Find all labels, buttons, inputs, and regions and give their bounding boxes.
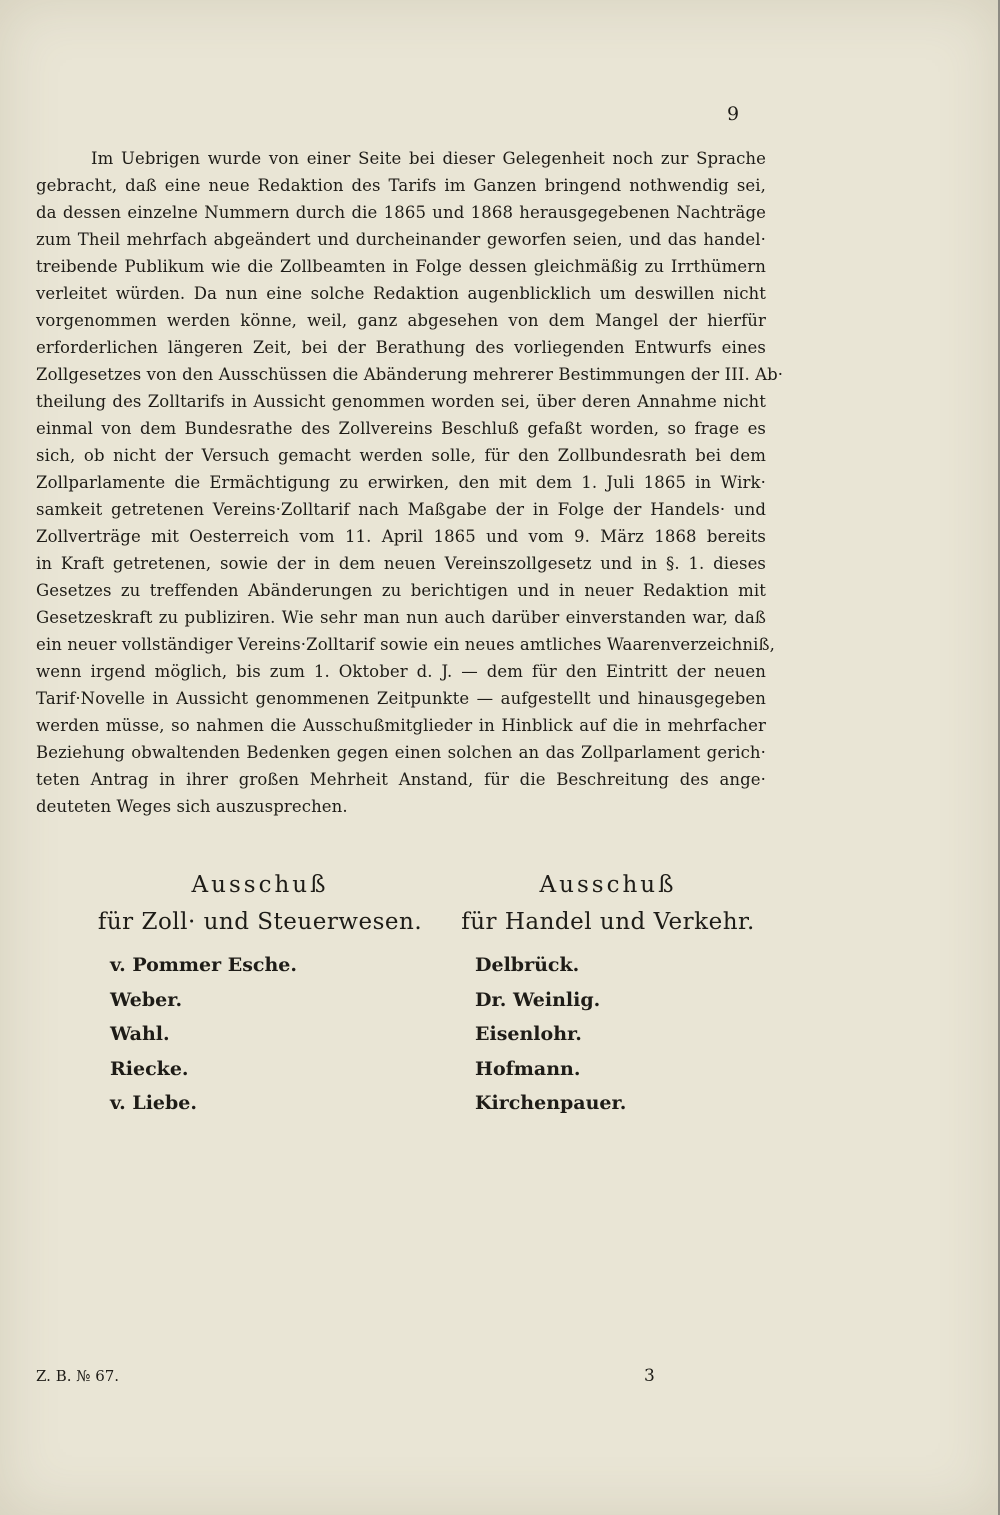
paragraph-line: theilung des Zolltarifs in Aussicht genommen worden sei, über deren Annahme nicht (36, 392, 766, 411)
paragraph-line: Gesetzeskraft zu publiziren. Wie sehr man nun auch darüber einverstanden war, daß (36, 608, 766, 627)
member-name: Eisenlohr. (475, 1023, 582, 1045)
member-name: Hofmann. (475, 1057, 581, 1080)
paragraph-line: vorgenommen werden könne, weil, ganz abgesehen von dem Mangel der hierfür (36, 311, 766, 330)
member-name: v. Liebe. (110, 1092, 198, 1114)
main-paragraph (36, 145, 784, 820)
committee-customs-tax (70, 868, 450, 1121)
member-name: Kirchenpauer. (475, 1092, 627, 1114)
footer-reference: Z. B. № 67. (36, 1367, 120, 1385)
paragraph-line: treibende Publikum wie die Zollbeamten in Folge dessen gleichmäßig zu Irrthümern (36, 257, 766, 276)
member-list (418, 948, 798, 1121)
paragraph-line: in Kraft getretenen, sowie der in dem neuen Vereinszollgesetz und in §. 1. dieses (36, 554, 766, 573)
paragraph-line: Im Uebrigen wurde von einer Seite bei dieser Gelegenheit noch zur Sprache (91, 149, 766, 168)
member-name: Delbrück. (475, 954, 580, 976)
paragraph-line: wenn irgend möglich, bis zum 1. Oktober d. J. — dem für den Eintritt der neuen (36, 662, 766, 681)
committee-trade-traffic (418, 868, 798, 1121)
paragraph-line: da dessen einzelne Nummern durch die 1865 und 1868 herausgegebenen Nachträge (36, 203, 766, 222)
paragraph-line: einmal von dem Bundesrathe des Zollvereins Beschluß gefaßt worden, so frage es (36, 419, 766, 438)
footer-sheet-number: 3 (644, 1366, 655, 1386)
committee-subtitle: für Handel und Verkehr. (461, 909, 755, 935)
committee-subtitle: für Zoll· und Steuerwesen. (97, 909, 423, 935)
paragraph-line: samkeit getretenen Vereins·Zolltarif nach Maßgabe der in Folge der Handels· und (36, 500, 766, 519)
paragraph-line: ein neuer vollständiger Vereins·Zolltarif sowie ein neues amtliches Waarenverzeichniß, (36, 635, 775, 654)
committee-title: Ausschuß (191, 872, 329, 898)
paragraph-line: werden müsse, so nahmen die Ausschußmitglieder in Hinblick auf die in mehrfacher (36, 716, 766, 735)
paragraph-line: gebracht, daß eine neue Redaktion des Tarifs im Ganzen bringend nothwendig sei, (36, 176, 766, 195)
paragraph-line: sich, ob nicht der Versuch gemacht werden solle, für den Zollbundesrath bei dem (36, 446, 766, 465)
paragraph-line: zum Theil mehrfach abgeändert und durcheinander geworfen seien, und das handel· (36, 230, 766, 249)
committee-title: Ausschuß (539, 872, 677, 898)
paragraph-line: Tarif·Novelle in Aussicht genommenen Zeitpunkte — aufgestellt und hinausgegeben (36, 689, 766, 708)
member-name: Dr. Weinlig. (475, 988, 601, 1011)
paragraph-line: Zollverträge mit Oesterreich vom 11. April 1865 und vom 9. März 1868 bereits (36, 527, 766, 546)
page-number: 9 (727, 103, 740, 125)
member-name: Weber. (110, 988, 183, 1011)
paragraph-line: Gesetzes zu treffenden Abänderungen zu berichtigen und in neuer Redaktion mit (36, 581, 766, 600)
member-name: Riecke. (110, 1057, 189, 1080)
paragraph-line: Zollgesetzes von den Ausschüssen die Abänderung mehrerer Bestimmungen der III. Ab· (36, 365, 784, 384)
paragraph-line: deuteten Weges sich auszusprechen. (36, 797, 348, 816)
member-name: Wahl. (110, 1023, 170, 1045)
paragraph-line: Zollparlamente die Ermächtigung zu erwirken, den mit dem 1. Juli 1865 in Wirk· (36, 473, 766, 492)
member-list (70, 948, 450, 1121)
member-name: v. Pommer Esche. (110, 954, 297, 976)
paragraph-line: verleitet würden. Da nun eine solche Redaktion augenblicklich um deswillen nicht (36, 284, 766, 303)
paragraph-line: erforderlichen längeren Zeit, bei der Berathung des vorliegenden Entwurfs eines (36, 338, 766, 357)
paragraph-line: Beziehung obwaltenden Bedenken gegen einen solchen an das Zollparlament gerich· (36, 743, 766, 762)
paragraph-line: teten Antrag in ihrer großen Mehrheit Anstand, für die Beschreitung des ange· (36, 770, 766, 789)
